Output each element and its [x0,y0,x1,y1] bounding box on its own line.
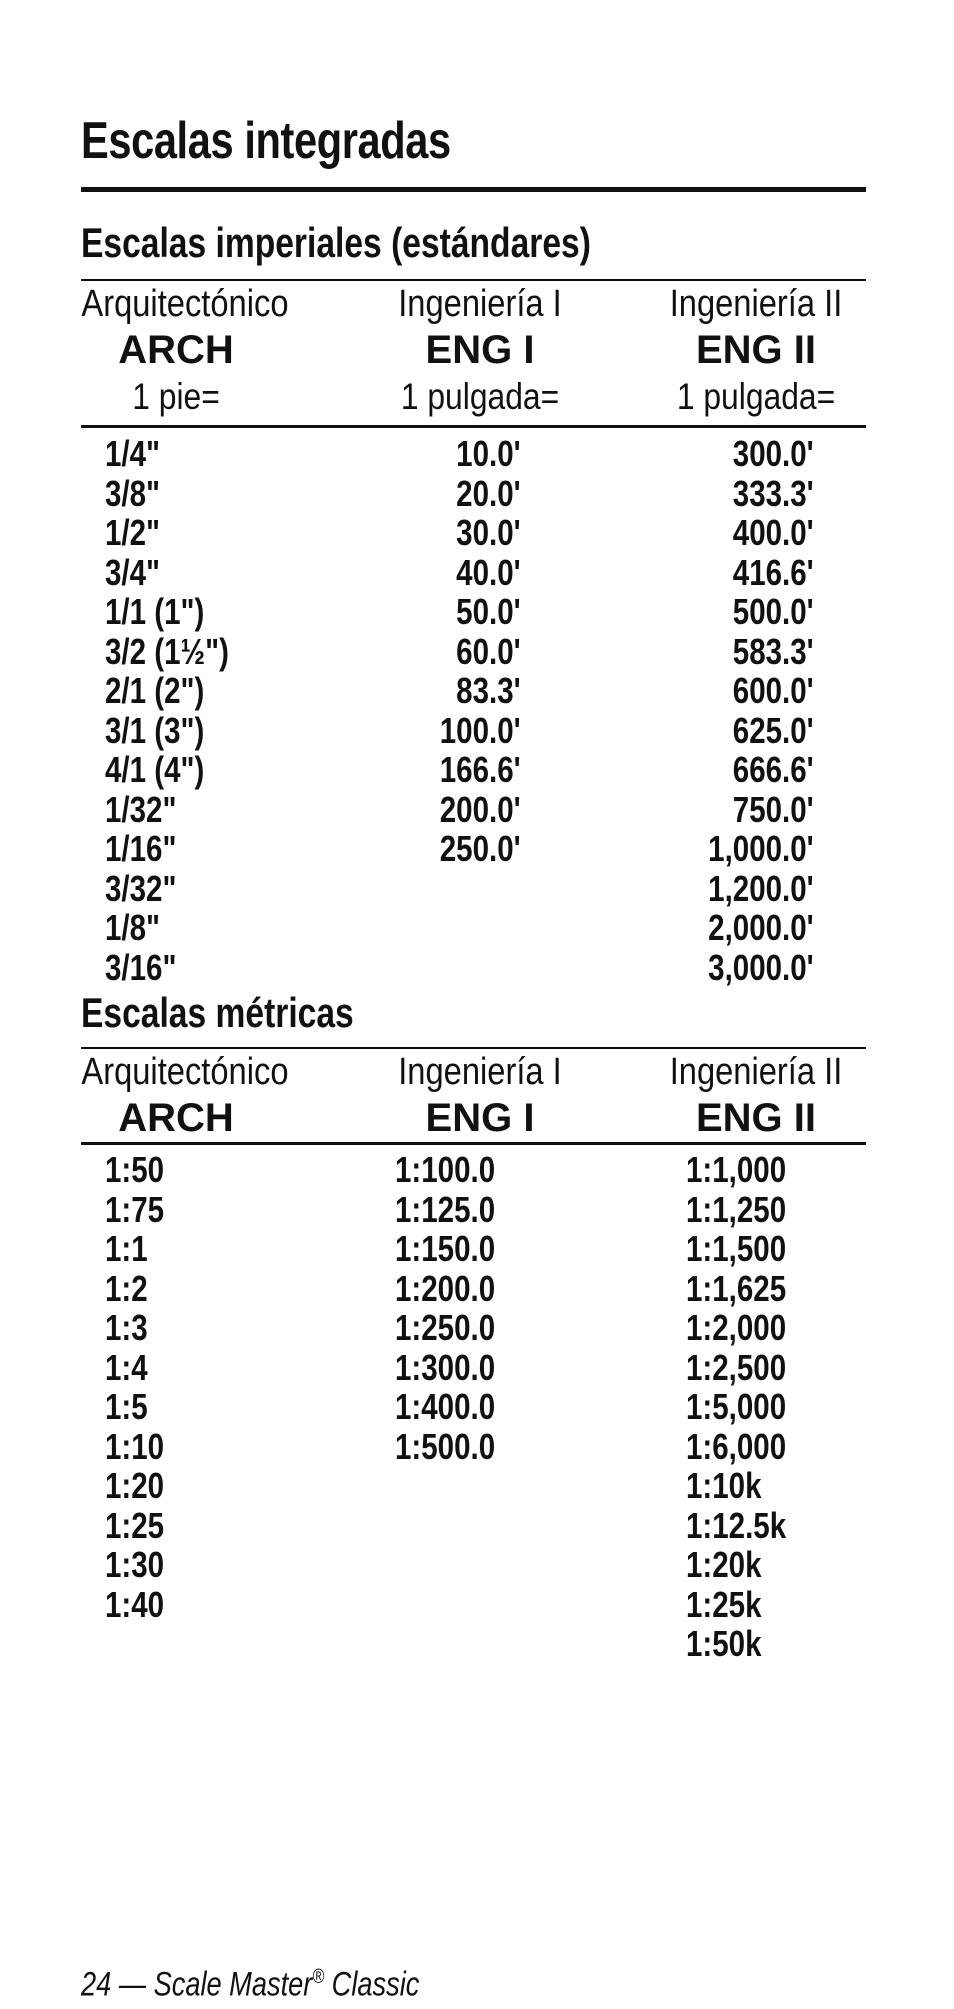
scale-value: 1:50 [105,1149,165,1190]
scale-value: 30.0' [456,512,521,553]
metric-top-rule [81,1047,866,1049]
scale-value: 1/16" [105,828,177,869]
scale-value: 750.0' [733,788,814,830]
scale-value: 1:1,500 [686,1228,787,1269]
column-name: Ingeniería II [669,1051,843,1093]
metric-header-rule [81,1142,866,1145]
metric-eng2-column [686,1150,808,1664]
scale-value: 1:100.0 [395,1149,496,1190]
column-name: Ingeniería II [669,283,843,325]
imperial-header-eng1 [370,282,590,420]
metric-section-title: Escalas métricas [81,989,354,1036]
imperial-top-rule [81,279,866,281]
scale-value: 1:12.5k [686,1504,787,1546]
scale-value: 1:2,000 [686,1307,787,1348]
scale-value: 400.0' [733,512,814,553]
scale-value: 1/8" [105,907,161,948]
page-number: 24 [81,1965,112,2004]
scale-value: 1:50k [686,1623,762,1664]
column-code: ARCH [118,1096,234,1140]
footer-separator: — [118,1965,147,2004]
metric-eng1-column [395,1150,517,1466]
scale-value: 10.0' [456,433,521,474]
scale-value: 50.0' [456,591,521,632]
scale-value: 3/32" [105,867,177,909]
scale-value: 583.3' [733,630,814,672]
imperial-eng1-column [422,434,521,869]
scale-value: 1:5 [105,1386,148,1427]
scale-value: 1:1 [105,1228,148,1269]
page-title: Escalas integradas [81,112,451,170]
scale-value: 1/1 (1") [105,591,205,632]
column-name: Ingeniería I [398,1051,562,1093]
imperial-section-title: Escalas imperiales (estándares) [81,219,591,266]
imperial-header-rule [81,425,866,428]
column-name: Arquitectónico [81,283,289,325]
scale-value: 625.0' [733,709,814,751]
column-code: ARCH [118,328,234,372]
scale-value: 1:6,000 [686,1425,787,1467]
product-name: Scale Master [153,1965,313,2004]
scale-value: 1/4" [105,433,161,474]
imperial-header-eng2 [636,282,876,420]
column-code: ENG I [425,328,535,372]
imperial-arch-column [105,434,256,987]
scale-value: 1:3 [105,1307,148,1348]
scale-value: 1:40 [105,1583,165,1625]
scale-value: 1:150.0 [395,1228,496,1269]
title-divider [81,187,866,192]
page-footer [81,1965,420,2004]
scale-value: 250.0' [440,828,521,869]
scale-value: 1:500.0 [395,1425,496,1467]
scale-value: 1:200.0 [395,1267,496,1309]
scale-value: 60.0' [456,630,521,672]
column-name: Arquitectónico [81,1051,289,1093]
scale-value: 200.0' [440,788,521,830]
scale-value: 1:5,000 [686,1386,787,1427]
scale-value: 1:10k [686,1465,762,1506]
scale-value: 1:1,625 [686,1267,787,1309]
scale-value: 40.0' [456,551,521,593]
scale-value: 1:2 [105,1267,148,1309]
scale-value: 416.6' [733,551,814,593]
scale-value: 1:125.0 [395,1188,496,1230]
column-code: ENG II [695,1096,817,1140]
scale-value: 3/2 (1½") [105,630,229,672]
scale-value: 1,200.0' [708,867,814,909]
metric-header-eng2 [636,1050,876,1142]
metric-arch-column [105,1150,177,1624]
scale-value: 1:10 [105,1425,165,1467]
scale-value: 333.3' [733,472,814,514]
scale-value: 1/32" [105,788,177,830]
metric-header-eng1 [370,1050,590,1142]
scale-value: 1:1,000 [686,1149,787,1190]
scale-value: 1:1,250 [686,1188,787,1230]
scale-value: 83.3' [456,670,521,711]
scale-value: 1:25 [105,1504,165,1546]
scale-value: 3,000.0' [708,946,814,988]
column-code: ENG II [695,328,817,372]
scale-value: 166.6' [440,749,521,790]
column-name: Ingeniería I [398,283,562,325]
scale-value: 1:400.0 [395,1386,496,1427]
scale-value: 300.0' [733,433,814,474]
product-edition: Classic [331,1965,420,2004]
scale-value: 1:2,500 [686,1346,787,1388]
column-code: ENG I [425,1096,535,1140]
scale-value: 100.0' [440,709,521,751]
imperial-eng2-column [685,434,814,987]
scale-value: 20.0' [456,472,521,514]
scale-value: 1:300.0 [395,1346,496,1388]
scale-value: 3/16" [105,946,177,988]
scale-value: 3/8" [105,472,161,514]
scale-value: 600.0' [733,670,814,711]
scale-value: 1,000.0' [708,828,814,869]
scale-value: 3/4" [105,551,161,593]
scale-value: 1:20 [105,1465,165,1506]
scale-value: 1:20k [686,1544,762,1585]
registered-mark: ® [312,1966,325,1988]
scale-value: 666.6' [733,749,814,790]
scale-value: 1/2" [105,512,161,553]
scale-value: 1:25k [686,1583,762,1625]
scale-value: 2/1 (2") [105,670,205,711]
scale-value: 3/1 (3") [105,709,205,751]
scale-value: 500.0' [733,591,814,632]
imperial-header-arch [66,282,289,420]
scale-value: 4/1 (4") [105,749,205,790]
scale-value: 1:75 [105,1188,165,1230]
scale-value: 1:30 [105,1544,165,1585]
column-unit: 1 pulgada= [400,376,560,417]
column-unit: 1 pie= [132,376,220,417]
scale-value: 2,000.0' [708,907,814,948]
scale-value: 1:250.0 [395,1307,496,1348]
scale-value: 1:4 [105,1346,148,1388]
column-unit: 1 pulgada= [676,376,836,417]
metric-header-arch [66,1050,289,1142]
